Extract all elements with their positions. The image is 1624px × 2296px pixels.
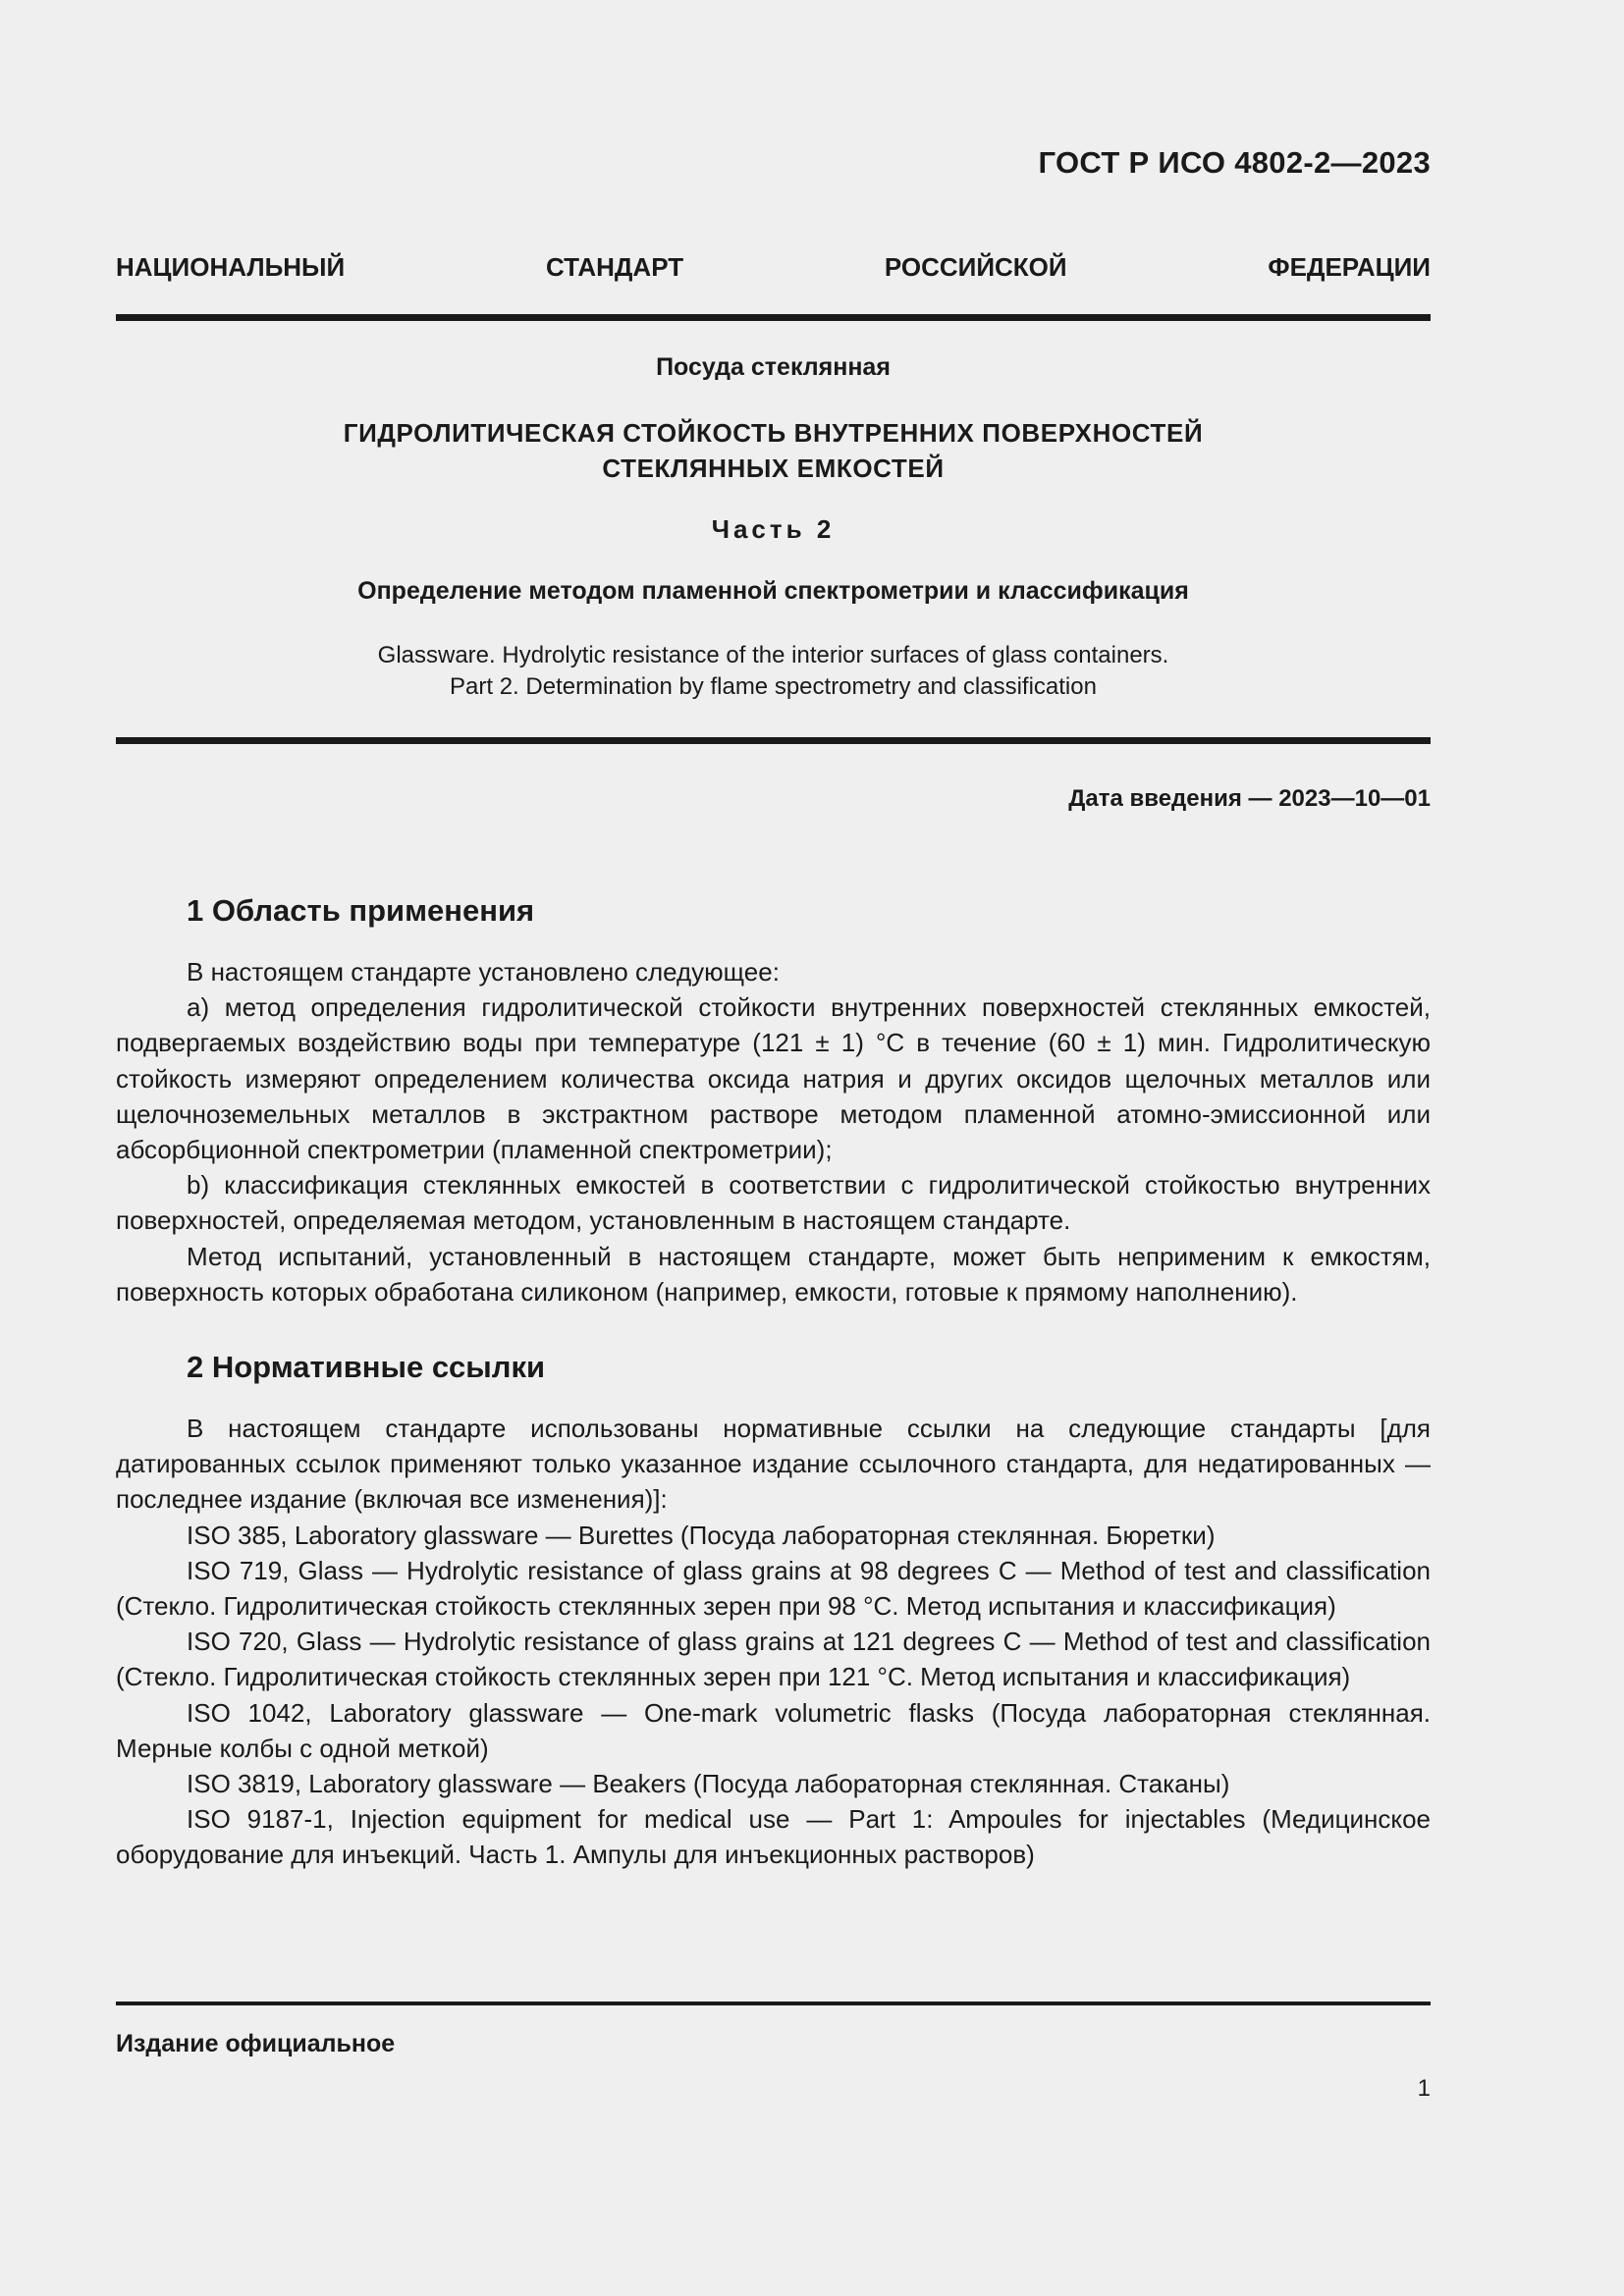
title-method: Определение методом пламенной спектрометрии и классификация <box>357 577 1189 605</box>
section-2-heading: 2 Нормативные ссылки <box>187 1350 546 1384</box>
reference-item: ISO 3819, Laboratory glassware — Beakers (Посуда лабораторная стеклянная. Стаканы) <box>187 1769 1230 1799</box>
paragraph: В настоящем стандарте использованы нормативные ссылки на следующие стандарты [для датированных ссылок применяют только указанное издание ссылочного стандарта, для недатированных — последнее издание (включая все изменения)]: <box>116 1414 1431 1515</box>
introduction-date: Дата введения — 2023—10—01 <box>1068 785 1431 812</box>
reference-item: ISO 1042, Laboratory glassware — One-mark volumetric flasks (Посуда лабораторная стеклянная. Мерные колбы с одной меткой) <box>116 1697 1431 1763</box>
national-standard-banner: НАЦИОНАЛЬНЫЙ СТАНДАРТ РОССИЙСКОЙ ФЕДЕРАЦИИ <box>116 252 1431 282</box>
title-english-line1: Glassware. Hydrolytic resistance of the interior surfaces of glass containers. <box>377 642 1169 668</box>
title-part: Часть 2 <box>711 514 836 544</box>
footer-divider <box>116 2002 1431 2005</box>
title-english-line2: Part 2. Determination by flame spectrometry and classification <box>450 673 1097 700</box>
title-subject: Посуда стеклянная <box>656 353 891 381</box>
reference-item: ISO 719, Glass — Hydrolytic resistance of glass grains at 98 degrees C — Method of test and classification (Стекло. Гидролитическая стойкость стеклянных зерен при 98 °C. Метод испытания и классификация) <box>116 1555 1431 1622</box>
reference-item: ISO 385, Laboratory glassware — Burettes (Посуда лабораторная стеклянная. Бюретки) <box>187 1520 1216 1550</box>
section-1-heading: 1 Область применения <box>187 893 535 928</box>
title-main-line1: ГИДРОЛИТИЧЕСКАЯ СТОЙКОСТЬ ВНУТРЕННИХ ПОВЕРХНОСТЕЙ <box>343 418 1204 448</box>
top-divider <box>116 314 1431 321</box>
reference-item: ISO 9187-1, Injection equipment for medical use — Part 1: Ampoules for injectables (Медицинское оборудование для инъекций. Часть 1. Ампулы для инъекционных растворов) <box>116 1804 1431 1870</box>
paragraph: a) метод определения гидролитической стойкости внутренних поверхностей стеклянных емкостей, подвергаемых воздействию воды при температуре (121 ± 1) °C в течение (60 ± 1) мин. Гидролитическую стойкость измеряют определением количества оксида натрия и других оксидов щелочных металлов или щелочноземельных металлов в экстрактном растворе методом пламенной атомно-эмиссионной или абсорбционной спектрометрии (пламенной спектрометрии); <box>116 992 1431 1165</box>
title-english <box>116 640 1431 703</box>
page-number: 1 <box>1417 2075 1431 2102</box>
title-main-line2: СТЕКЛЯННЫХ ЕМКОСТЕЙ <box>602 454 945 483</box>
section-2-body <box>116 1411 1431 1873</box>
section-1-body <box>116 954 1431 1309</box>
document-id: ГОСТ Р ИСО 4802-2—2023 <box>1038 145 1431 180</box>
paragraph: В настоящем стандарте установлено следующее: <box>187 957 780 987</box>
title-main <box>116 415 1431 486</box>
paragraph: Метод испытаний, установленный в настоящем стандарте, может быть неприменим к емкостям, поверхность которых обработана силиконом (например, емкости, готовые к прямому наполнению). <box>116 1241 1431 1307</box>
title-bottom-divider <box>116 737 1431 744</box>
paragraph: b) классификация стеклянных емкостей в соответствии с гидролитической стойкостью внутренних поверхностей, определяемая методом, установленным в настоящем стандарте. <box>116 1170 1431 1236</box>
official-edition-label: Издание официальное <box>116 2030 396 2057</box>
reference-item: ISO 720, Glass — Hydrolytic resistance of glass grains at 121 degrees C — Method of test and classification (Стекло. Гидролитическая стойкость стеклянных зерен при 121 °C. Метод испытания и классификация) <box>116 1627 1431 1692</box>
